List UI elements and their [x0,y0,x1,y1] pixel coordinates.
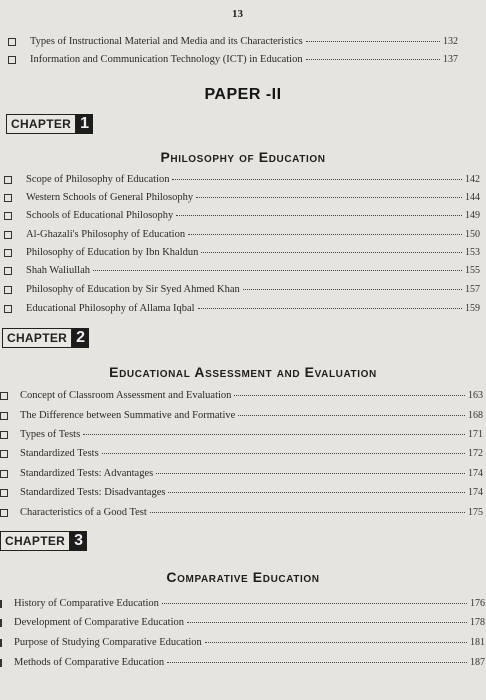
bullet-icon [0,619,2,627]
entry-title: Scope of Philosophy of Education [26,174,170,185]
checkbox-bullet-icon [0,470,8,478]
checkbox-bullet-icon [0,412,8,420]
toc-entry[interactable] [8,36,458,47]
dot-leader [188,233,462,235]
entry-page: 144 [465,192,480,203]
dot-leader [102,452,465,454]
dot-leader [150,511,465,513]
toc-entry[interactable] [4,192,480,203]
entry-title: Philosophy of Education by Sir Syed Ahmed Khan [26,284,240,295]
entry-title: Types of Instructional Material and Media and its Characteristics [30,36,303,47]
entry-title: The Difference between Summative and Formative [20,410,236,421]
entry-page: 157 [465,284,480,295]
chapter-label: CHAPTER [0,531,70,551]
entry-title: Methods of Comparative Education [14,657,165,668]
checkbox-bullet-icon [4,267,12,275]
dot-leader [83,433,465,435]
entry-title: Standardized Tests [20,448,99,459]
entry-page: 168 [468,410,483,421]
entry-title: Schools of Educational Philosophy [26,210,174,221]
checkbox-bullet-icon [0,392,8,400]
dot-leader [306,40,440,42]
checkbox-bullet-icon [4,305,12,313]
entry-title: Educational Philosophy of Allama Iqbal [26,303,195,314]
entry-page: 137 [443,54,458,65]
dot-leader [187,621,467,623]
toc-entry[interactable] [0,487,483,498]
toc-entry[interactable] [4,174,480,185]
chapter-label: CHAPTER [2,328,72,348]
chapter-label: CHAPTER [6,114,76,134]
toc-entry[interactable] [0,637,485,648]
entry-page: 178 [470,617,485,628]
dot-leader [306,58,440,60]
entry-page: 149 [465,210,480,221]
entry-title: Standardized Tests: Disadvantages [20,487,166,498]
toc-entry[interactable] [0,410,483,421]
entry-title: Development of Comparative Education [14,617,184,628]
dot-leader [198,307,462,309]
entry-page: 155 [465,265,480,276]
dot-leader [201,251,462,253]
chapter-heading: Comparative Education [166,569,320,585]
checkbox-bullet-icon [4,249,12,257]
entry-title: Information and Communication Technology (ICT) in Education [30,54,303,65]
entry-title: History of Comparative Education [14,598,159,609]
entry-title: Purpose of Studying Comparative Education [14,637,202,648]
checkbox-bullet-icon [4,231,12,239]
checkbox-bullet-icon [8,56,16,64]
entry-title: Al-Ghazali's Philosophy of Education [26,229,186,240]
entry-title: Types of Tests [20,429,81,440]
chapter-badge [2,328,89,348]
toc-entry[interactable] [0,507,483,518]
bullet-icon [0,639,2,647]
toc-entry[interactable] [0,448,483,459]
dot-leader [93,269,462,271]
checkbox-bullet-icon [4,176,12,184]
checkbox-bullet-icon [8,38,16,46]
bullet-icon [0,659,2,667]
checkbox-bullet-icon [4,212,12,220]
checkbox-bullet-icon [0,489,8,497]
entry-page: 159 [465,303,480,314]
dot-leader [156,472,465,474]
chapter-number: 1 [76,114,93,134]
toc-entry[interactable] [0,598,485,609]
toc-entry[interactable] [4,247,480,258]
dot-leader [196,196,462,198]
entry-page: 172 [468,448,483,459]
dot-leader [168,491,465,493]
toc-entry[interactable] [0,429,483,440]
entry-page: 176 [470,598,485,609]
chapter-heading: Educational Assessment and Evaluation [109,364,377,380]
toc-entry[interactable] [4,210,480,221]
entry-title: Shah Waliullah [26,265,90,276]
checkbox-bullet-icon [0,509,8,517]
toc-entry[interactable] [4,229,480,240]
entry-title: Characteristics of a Good Test [20,507,147,518]
entry-title: Concept of Classroom Assessment and Evaluation [20,390,232,401]
chapter-badge [6,114,93,134]
dot-leader [172,178,462,180]
dot-leader [176,214,462,216]
entry-page: 142 [465,174,480,185]
dot-leader [205,641,467,643]
checkbox-bullet-icon [0,431,8,439]
entry-page: 150 [465,229,480,240]
entry-page: 174 [468,468,483,479]
toc-entry[interactable] [0,617,485,628]
dot-leader [234,394,465,396]
chapter-badge [0,531,87,551]
dot-leader [243,288,462,290]
entry-page: 174 [468,487,483,498]
dot-leader [238,414,465,416]
entry-title: Western Schools of General Philosophy [26,192,194,203]
entry-title: Standardized Tests: Advantages [20,468,154,479]
entry-page: 153 [465,247,480,258]
toc-entry[interactable] [0,468,483,479]
entry-page: 171 [468,429,483,440]
toc-entry[interactable] [4,284,480,295]
page-number: 13 [232,8,243,20]
chapter-number: 2 [72,328,89,348]
entry-page: 181 [470,637,485,648]
toc-entry[interactable] [0,390,483,401]
entry-page: 132 [443,36,458,47]
entry-page: 175 [468,507,483,518]
paper-title: PAPER -II [204,86,282,103]
checkbox-bullet-icon [4,286,12,294]
toc-entry[interactable] [4,265,480,276]
entry-title: Philosophy of Education by Ibn Khaldun [26,247,199,258]
checkbox-bullet-icon [0,450,8,458]
bullet-icon [0,600,2,608]
entry-page: 187 [470,657,485,668]
chapter-number: 3 [70,531,87,551]
entry-page: 163 [468,390,483,401]
chapter-heading: Philosophy of Education [160,149,326,165]
toc-entry[interactable] [4,303,480,314]
toc-entry[interactable] [8,54,458,65]
dot-leader [162,602,467,604]
toc-entry[interactable] [0,657,485,668]
checkbox-bullet-icon [4,194,12,202]
dot-leader [167,661,467,663]
